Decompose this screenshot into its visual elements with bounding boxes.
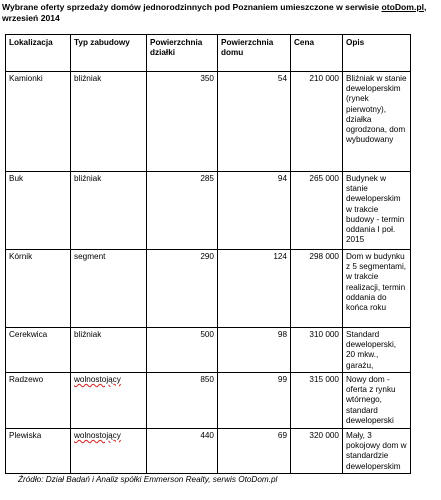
- spellcheck-word: wolnostojący: [74, 431, 121, 440]
- cell-opis: Budynek w stanie deweloperskim w trakcie budowy - termin oddania I poł. 2015: [343, 172, 411, 250]
- offers-table: [5, 34, 411, 474]
- cell-lokalizacja: Cerekwica: [6, 328, 71, 373]
- cell-lokalizacja: Buk: [6, 172, 71, 250]
- cell-cena: 320 000: [291, 429, 343, 474]
- header-powierzchnia-domu: Powierzchnia domu: [218, 35, 291, 72]
- cell-opis: Standard deweloperski, 20 mkw., garażu,: [343, 328, 411, 373]
- cell-dzialka: 850: [147, 373, 218, 429]
- cell-opis: Mały, 3 pokojowy dom w standardzie deweloperskim: [343, 429, 411, 474]
- header-opis: Opis: [343, 35, 411, 72]
- cell-dzialka: 290: [147, 250, 218, 328]
- cell-dzialka: 285: [147, 172, 218, 250]
- cell-typ: [71, 373, 147, 429]
- cell-cena: 298 000: [291, 250, 343, 328]
- source-note: Źródło: Dział Badań i Analiz spółki Emmerson Realty, serwis OtoDom.pl: [18, 475, 278, 484]
- cell-dom: 94: [218, 172, 291, 250]
- title-line1: Wybrane oferty sprzedaży domów jednorodzinnych pod Poznaniem umieszczone w serwisie: [2, 2, 382, 12]
- cell-dom: 69: [218, 429, 291, 474]
- header-typ-zabudowy: Typ zabudowy: [71, 35, 147, 72]
- cell-dom: 54: [218, 72, 291, 172]
- table-row: [6, 72, 411, 172]
- cell-dzialka: 440: [147, 429, 218, 474]
- table-row: [6, 250, 411, 328]
- cell-cena: 315 000: [291, 373, 343, 429]
- table-row: [6, 429, 411, 474]
- cell-dom: 98: [218, 328, 291, 373]
- cell-typ: segment: [71, 250, 147, 328]
- cell-opis: Bliźniak w stanie deweloperskim (rynek pierwotny), działka ogrodzona, dom wybudowany: [343, 72, 411, 172]
- document-title: [2, 2, 439, 23]
- table-row: [6, 172, 411, 250]
- cell-lokalizacja: Kamionki: [6, 72, 71, 172]
- title-comma: ,: [423, 2, 427, 12]
- title-link[interactable]: otoDom.pl: [381, 2, 424, 12]
- table-row: [6, 328, 411, 373]
- cell-cena: 265 000: [291, 172, 343, 250]
- cell-dom: 124: [218, 250, 291, 328]
- table-header-row: [6, 35, 411, 72]
- cell-typ: bliźniak: [71, 72, 147, 172]
- cell-dom: 99: [218, 373, 291, 429]
- header-cena: Cena: [291, 35, 343, 72]
- title-line2: wrzesień 2014: [2, 12, 60, 23]
- cell-opis: Nowy dom - oferta z rynku wtórnego, standard deweloperski: [343, 373, 411, 429]
- cell-lokalizacja: Kórnik: [6, 250, 71, 328]
- cell-typ: [71, 429, 147, 474]
- table-row: [6, 373, 411, 429]
- header-lokalizacja: Lokalizacja: [6, 35, 71, 72]
- cell-cena: 210 000: [291, 72, 343, 172]
- header-powierzchnia-dzialki: Powierzchnia działki: [147, 35, 218, 72]
- cell-cena: 310 000: [291, 328, 343, 373]
- cell-opis: Dom w budynku z 5 segmentami, w trakcie realizacji, termin oddania do końca roku: [343, 250, 411, 328]
- spellcheck-word: wolnostojący: [74, 375, 121, 384]
- cell-lokalizacja: Plewiska: [6, 429, 71, 474]
- cell-typ: bliźniak: [71, 172, 147, 250]
- cell-lokalizacja: Radzewo: [6, 373, 71, 429]
- cell-typ: bliźniak: [71, 328, 147, 373]
- cell-dzialka: 500: [147, 328, 218, 373]
- cell-dzialka: 350: [147, 72, 218, 172]
